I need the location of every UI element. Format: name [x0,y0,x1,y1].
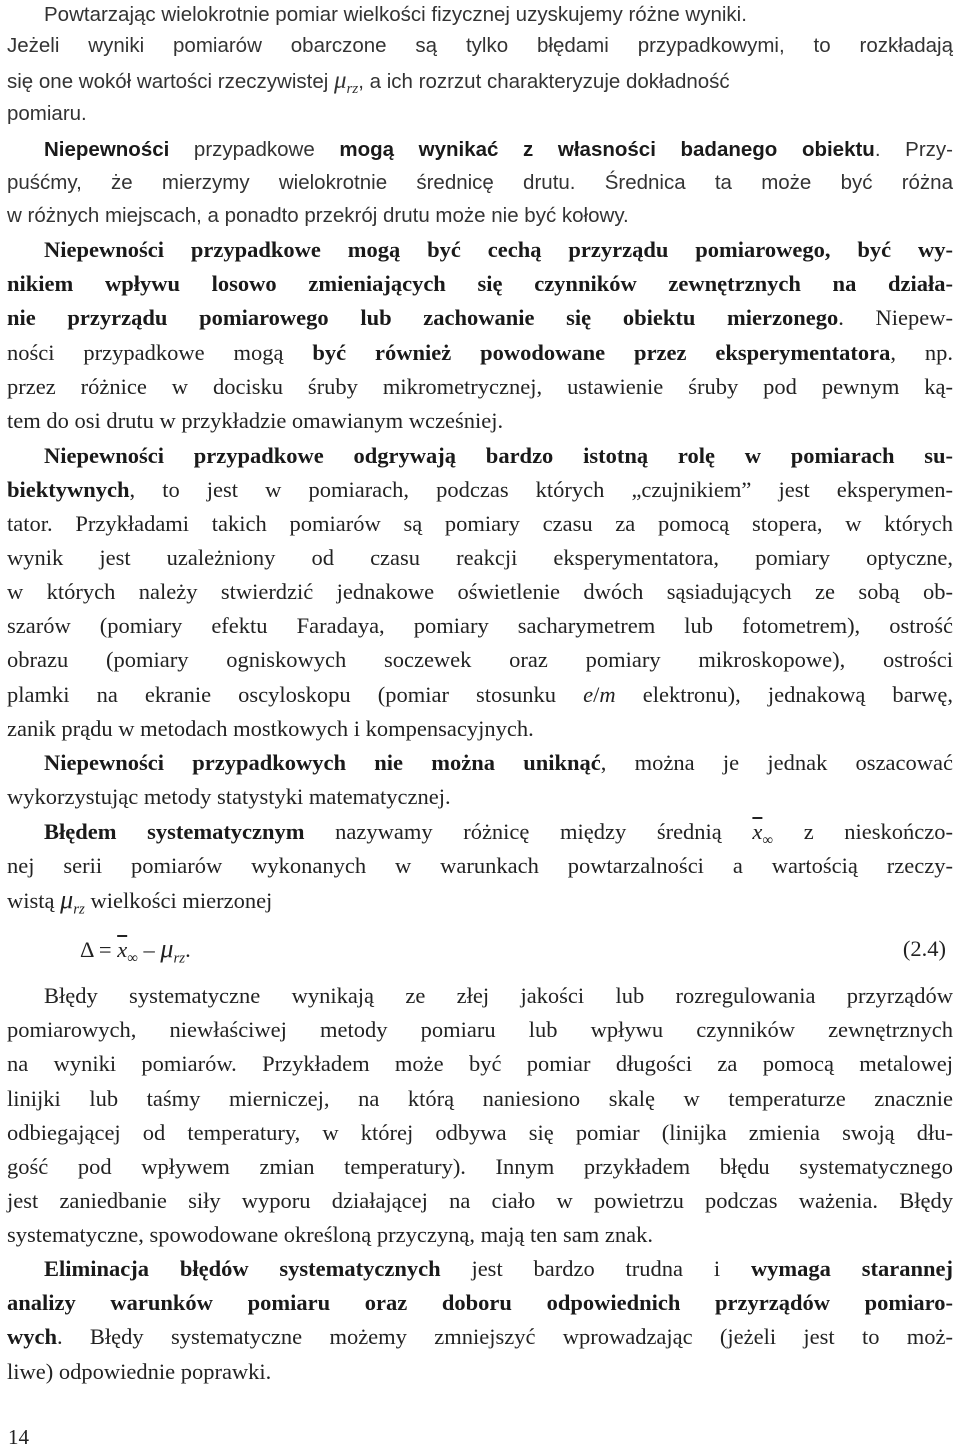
text-line: wistą $\mu_{rz}$ wielkości mierzonej [7,885,273,918]
text-line: w których należy stwierdzić jednakowe oświetlenie dwóch sąsiadujących ze sobą ob- [7,579,953,604]
text-line: ności przypadkowe mogą być również powodowane przez eksperymentatora, np. [7,340,954,365]
text-line: Błędem systematycznym nazywamy różnicę między średnią $\overline{x}_\infty$ z nieskończo- [44,819,953,849]
page-number: 14 [8,1425,29,1449]
text-line: Niepewności przypadkowe mogą wynikać z własności badanego obiektu. Przy- [44,138,953,161]
text-line: jest zaniedbanie siły wyporu działającej na ciało w powietrzu podczas ważenia. Błędy [7,1188,953,1213]
text-line: Niepewności przypadkowe odgrywają bardzo istotną rolę w pomiarach su- [44,443,953,468]
text-line: pomiarowych, niewłaściwej metody pomiaru lub wpływu czynników zewnętrznych [7,1017,953,1042]
text-line: obrazu (pomiary ogniskowych soczewek oraz pomiary mikroskopowe), ostrości [7,647,953,672]
text-line: tator. Przykładami takich pomiarów są pomiary czasu za pomocą stopera, w których [7,511,953,536]
text-line: Powtarzając wielokrotnie pomiar wielkości fizycznej uzyskujemy różne wyniki. [44,3,747,26]
text-line: Eliminacja błędów systematycznych jest bardzo trudna i wymaga starannej [44,1256,953,1281]
text-line: biektywnych, to jest w pomiarach, podczas których „czujnikiem” jest eksperymen- [7,477,953,502]
text-line: wych. Błędy systematyczne możemy zmniejszyć wprowadzając (jeżeli jest to moż- [7,1324,953,1349]
text-line: wykorzystując metody statystyki matematycznej. [7,784,451,809]
text-line: linijki lub taśmy mierniczej, na którą naniesiono skalę w temperaturze znacznie [7,1086,953,1111]
math-mu: μ [160,934,174,963]
text-line: przez różnice w docisku śruby mikrometrycznej, ustawienie śruby pod pewnym ką- [7,374,953,399]
math-mu: μ [333,67,347,94]
text-line: Jeżeli wyniki pomiarów obarczone są tylko błędami przypadkowymi, to rozkładają [7,34,953,57]
text-line: systematyczne, spowodowane określoną przyczyną, mają ten sam znak. [7,1222,654,1247]
text-line: nikiem wpływu losowo zmieniających się czynników zewnętrznych na działa- [7,271,953,296]
text-line: Niepewności przypadkowych nie można uniknąć, można je jednak oszacować [44,750,953,775]
text-line: tem do osi drutu w przykładzie omawianym wcześniej. [7,408,504,433]
text-line: puśćmy, że mierzymy wielokrotnie średnicę drutu. Średnica ta może być różna [7,171,953,194]
text-line: liwe) odpowiednie poprawki. [7,1359,272,1384]
text-line: nie przyrządu pomiarowego lub zachowanie się obiektu mierzonego. Niepew- [7,305,953,330]
text-line: w różnych miejscach, a ponadto przekrój drutu może nie być kołowy. [7,204,629,227]
math-mu: μ [60,885,74,914]
text-line: plamki na ekranie oscyloskopu (pomiar stosunku e/m elektronu), jednakową barwę, [7,682,953,707]
math-x-mean: $\overline{x}$ [117,937,128,962]
text-line: zanik prądu w metodach mostkowych i kompensacyjnych. [7,716,534,741]
text-line: na wyniki pomiarów. Przykładem może być pomiar długości za pomocą metalowej [7,1051,953,1076]
equation-2-4: $\Delta = \overline{x}_\infty - \mu_{rz}$. (2.4) [80,934,946,967]
text-line: Błędy systematyczne wynikają ze złej jakości lub rozregulowania przyrządów [44,983,953,1008]
text-line: nej serii pomiarów wykonanych w warunkach powtarzalności a wartością rzeczy- [7,853,953,878]
text-line: wynik jest uzależniony od czasu reakcji eksperymentatora, pomiary optyczne, [7,545,953,570]
text-line: szarów (pomiary efektu Faradaya, pomiary sacharymetrem lub fotometrem), ostrość [7,613,953,638]
equation-number: (2.4) [902,936,946,961]
text-line: analizy warunków pomiaru oraz doboru odpowiednich przyrządów pomiaro- [7,1290,953,1315]
text-line: pomiaru. [7,102,87,125]
math-delta: Δ [80,937,94,962]
text-line: się one wokół wartości rzeczywistej $\mu_{rz}$, a ich rozrzut charakteryzuje dokładność [7,67,730,98]
math-x-mean: $\overline{x}$ [752,819,763,844]
text-line: odbiegającej od temperatury, w której odbywa się pomiar (linijka zmienia swoją dłu- [7,1120,953,1145]
text-line: gość pod wpływem zmian temperatury). Innym przykładem błędu systematycznego [7,1154,953,1179]
text-line: Niepewności przypadkowe mogą być cechą przyrządu pomiarowego, być wy- [44,237,953,262]
